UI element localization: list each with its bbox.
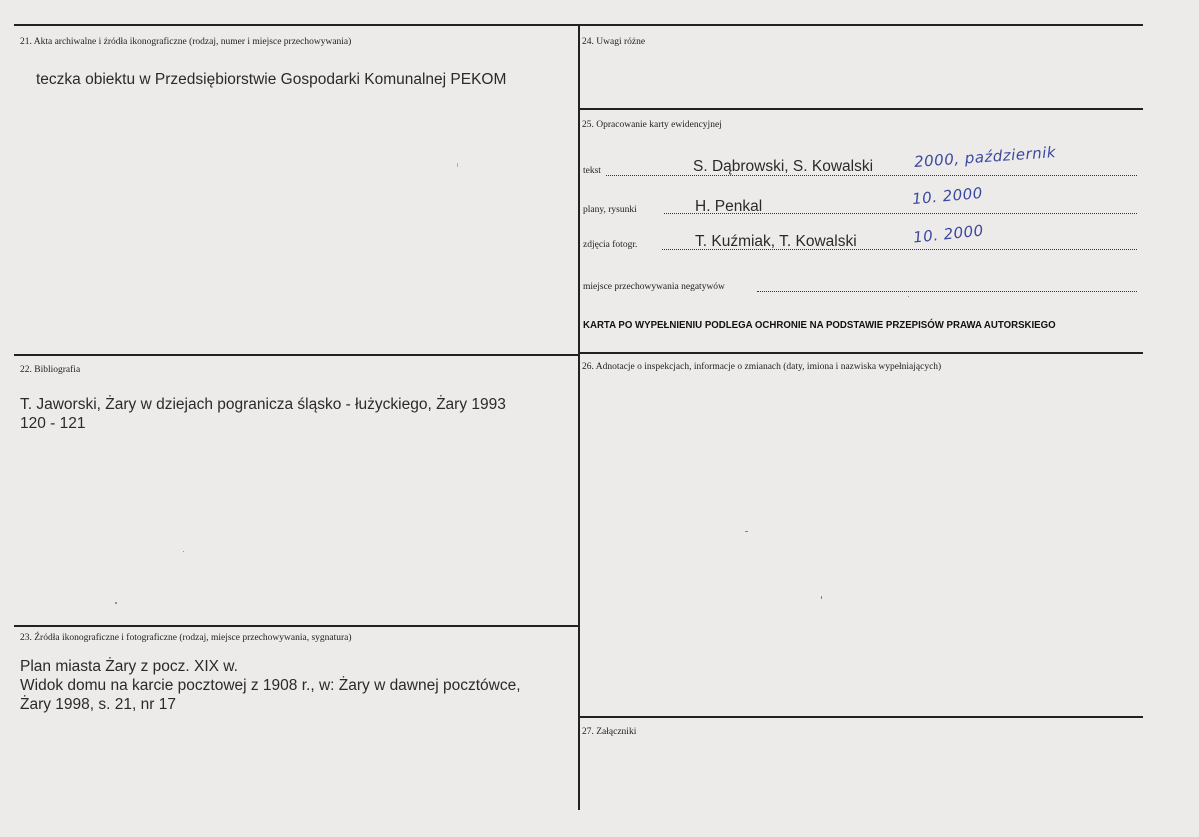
section-22-label: 22. Bibliografia xyxy=(20,365,81,375)
paper-speck xyxy=(183,551,184,552)
copyright-notice: KARTA PO WYPEŁNIENIU PODLEGA OCHRONIE NA PODSTAWIE PRZEPISÓW PRAWA AUTORSKIEGO xyxy=(583,319,1056,331)
section-26-label: 26. Adnotacje o inspekcjach, informacje o zmianach (daty, imiona i nazwiska wypełniających) xyxy=(582,362,942,372)
section-21-label: 21. Akta archiwalne i źródła ikonograficzne (rodzaj, numer i miejsce przechowywania) xyxy=(20,37,352,47)
paper-speck xyxy=(745,531,748,532)
section-21-22-divider xyxy=(14,354,579,356)
field-zdjecia-handwritten: 10. 2000 xyxy=(912,221,985,247)
iconographic-line-1: Plan miasta Żary z pocz. XIX w. xyxy=(20,658,238,675)
field-plany-label: plany, rysunki xyxy=(583,205,637,215)
section-27-label: 27. Załączniki xyxy=(582,727,637,737)
section-21-content: teczka obiektu w Przedsiębiorstwie Gospodarki Komunalnej PEKOM xyxy=(36,71,507,88)
field-negatywy-dotted-line xyxy=(757,291,1137,292)
section-24-25-divider xyxy=(578,108,1143,110)
bibliography-line-1: T. Jaworski, Żary w dziejach pogranicza śląsko - łużyckiego, Żary 1993 xyxy=(20,396,506,413)
paper-speck xyxy=(457,163,458,167)
section-23-content xyxy=(20,657,521,714)
center-divider-line xyxy=(578,24,580,810)
paper-speck xyxy=(821,596,822,599)
field-zdjecia-label: zdjęcia fotogr. xyxy=(583,240,638,250)
section-25-label: 25. Opracowanie karty ewidencyjnej xyxy=(582,120,722,130)
section-25-26-divider xyxy=(578,352,1143,354)
field-negatywy-label: miejsce przechowywania negatywów xyxy=(583,282,725,292)
field-zdjecia-value: T. Kuźmiak, T. Kowalski xyxy=(695,233,857,250)
paper-speck xyxy=(908,296,909,297)
iconographic-line-3: Żary 1998, s. 21, nr 17 xyxy=(20,696,176,713)
field-tekst-value: S. Dąbrowski, S. Kowalski xyxy=(693,158,874,175)
section-23-label: 23. Źródła ikonograficzne i fotograficzne (rodzaj, miejsce przechowywania, sygnatura) xyxy=(20,633,352,643)
section-22-23-divider xyxy=(14,625,579,627)
field-plany-handwritten: 10. 2000 xyxy=(911,183,984,209)
section-24-label: 24. Uwagi różne xyxy=(582,37,646,47)
field-tekst-handwritten: 2000, październik xyxy=(913,143,1057,171)
paper-speck xyxy=(115,602,117,604)
section-22-content xyxy=(20,395,506,433)
section-26-27-divider xyxy=(578,716,1143,718)
field-tekst-label: tekst xyxy=(583,166,601,176)
field-plany-value: H. Penkal xyxy=(695,198,763,215)
iconographic-line-2: Widok domu na karcie pocztowej z 1908 r., w: Żary w dawnej pocztówce, xyxy=(20,677,521,694)
bibliography-line-2: 120 - 121 xyxy=(20,415,86,432)
